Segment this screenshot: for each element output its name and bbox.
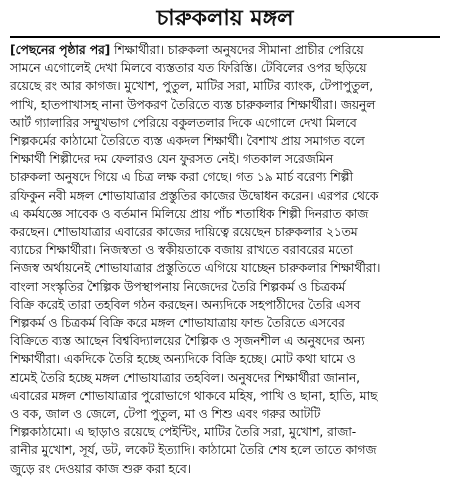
article-line: শ্রমেই তৈরি হচ্ছে মঙ্গল শোভাযাত্রার তহবিল। অনুষদের শিক্ষার্থীরা জানান, [10, 370, 360, 385]
article-line: চারুকলা অনুষদে গিয়ে এ চিত্র লক্ষ করা গেছে। গত ১৯ মার্চ বরেণ্য শিল্পী [10, 170, 353, 185]
article-line: পাখি, হাতপাখাসহ নানা উপকরণ তৈরিতে ব্যস্ত চারুকলার শিক্ষার্থীরা। জয়নুল [10, 97, 376, 112]
article-line: জুড়ে রং দেওয়ার কাজ শুরু করা হবে। [10, 461, 191, 476]
article-line: ব্যাচের শিক্ষার্থীরা। নিজস্বতা ও স্বকীয়তাকে বজায় রাখতে বরাবরের মতো [10, 243, 353, 258]
article-line: বাংলা সংস্কৃতির শৈল্পিক উপস্থাপনায় নিজেদের তৈরি শিল্পকর্ম ও চিত্রকর্ম [10, 279, 346, 294]
headline-divider [10, 36, 440, 38]
article-line: করছেন। শোভাযাত্রার এবারের কাজের দায়িত্বে রয়েছেন চারুকলার ২১তম [10, 225, 358, 240]
article-line: শিক্ষার্থী শিল্পীদের দম ফেলারও যেন ফুরসত নেই। গতকাল সরেজমিন [10, 152, 334, 167]
headline: চারুকলায় মঙ্গল [156, 6, 294, 31]
article-line: শিল্পকর্ম ও চিত্রকর্ম বিক্রি করে মঙ্গল শোভাযাত্রায় ফান্ড তৈরিতে এসবের [10, 316, 345, 331]
article-line: এবারের মঙ্গল শোভাযাত্রার পুরোভাগে থাকবে মহিষ, পাখি ও ছানা, হাতি, মাছ [10, 388, 378, 403]
article-line: রানীর মুখোশ, সূর্য, ডট, লকেট ইত্যাদি। কাঠামো তৈরি শেষ হলে তাতে কাগজ [10, 443, 377, 458]
article-line: বিক্রিতে ব্যস্ত আছেন বিশ্ববিদ্যালয়ের শৈল্পিক ও সৃজনশীল এ অনুষদের অন্য [10, 334, 365, 349]
article-body [10, 41, 440, 478]
continuation-marker: [পেছনের পৃষ্ঠার পর] [10, 43, 111, 57]
article-line: ও বক, জাল ও জেলে, টেপা পুতুল, মা ও শিশু এবং গরুর আটটি [10, 407, 321, 422]
article-line: রফিকুন নবী মঙ্গল শোভাযাত্রার প্রস্তুতির কাজের উদ্বোধন করেন। এরপর থেকে [10, 188, 379, 203]
article-line: রয়েছে রং আর কাগজ। মুখোশ, পুতুল, মাটির সরা, মাটির ব্যাংক, টেপাপুতুল, [10, 79, 374, 94]
article-line: আর্ট গ্যালারির সম্মুখভাগ পেরিয়ে বকুলতলার দিকে এগোলে দেখা মিলবে [10, 115, 357, 130]
article-line: শিক্ষার্থীরা। একদিকে তৈরি হচ্ছে অন্যদিকে বিক্রি হচ্ছে। মোট কথা ঘামে ও [10, 352, 356, 367]
article-line: সামনে এগোলেই দেখা মিলবে ব্যস্ততার যত ফিরিস্তি। টেবিলের ওপর ছড়িয়ে [10, 61, 367, 76]
article-line: শিল্পকাঠামো। এ ছাড়াও রয়েছে পেইন্টিং, মাটির তৈরি সরা, মুখোশ, রাজা- [10, 425, 357, 440]
article-line: এ কর্মযজ্ঞে সাবেক ও বর্তমান মিলিয়ে প্রায় পাঁচ শতাধিক শিল্পী দিনরাত কাজ [10, 206, 369, 221]
headline-block [10, 4, 440, 34]
article-line: বিক্রি করেই তারা তহবিল গঠন করছেন। অন্যদিকে সহপাঠীদের তৈরি এসব [10, 297, 361, 312]
article-line: শিল্পকর্মের কাঠামো তৈরিতে ব্যস্ত একদল শিক্ষার্থী। বৈশাখ প্রায় সমাগত বলে [10, 134, 365, 149]
article-line: [পেছনের পৃষ্ঠার পর] শিক্ষার্থীরা। চারুকলা অনুষদের সীমানা প্রাচীর পেরিয়ে [10, 43, 364, 57]
article-line: নিজস্ব অর্থায়নেই শোভাযাত্রার প্রস্তুতিতে এগিয়ে যাচ্ছেন চারুকলার শিক্ষার্থীরা। [10, 261, 381, 276]
